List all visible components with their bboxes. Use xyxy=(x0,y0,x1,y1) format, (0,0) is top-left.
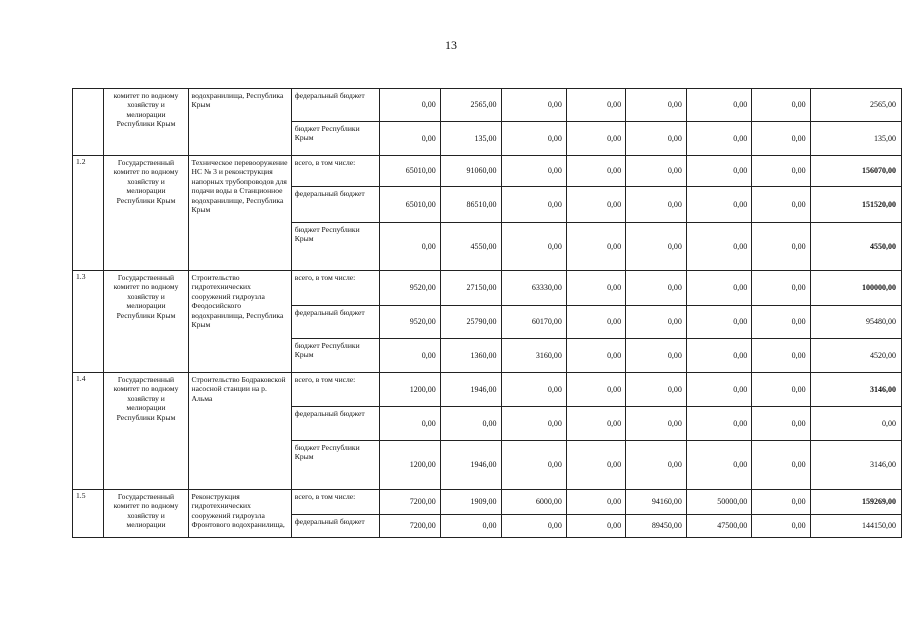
value-cell: 0,00 xyxy=(566,89,625,122)
total-cell: 0,00 xyxy=(810,407,901,441)
value-cell: 0,00 xyxy=(440,515,501,538)
value-cell: 0,00 xyxy=(566,441,625,490)
value-cell: 94160,00 xyxy=(626,490,687,515)
funding-source-cell: федеральный бюджет xyxy=(291,407,379,441)
value-cell: 0,00 xyxy=(566,271,625,306)
value-cell: 0,00 xyxy=(686,271,751,306)
value-cell: 1360,00 xyxy=(440,339,501,373)
value-cell: 0,00 xyxy=(379,89,440,122)
value-cell: 6000,00 xyxy=(501,490,566,515)
value-cell: 91060,00 xyxy=(440,156,501,187)
value-cell: 0,00 xyxy=(501,122,566,156)
executor-cell: Государственный комитет по водному хозяйству и мелиорации xyxy=(104,490,188,538)
total-cell: 159269,00 xyxy=(810,490,901,515)
object-cell: Строительство гидротехнических сооружений гидроузла Феодосийского водохранилища, Республика Крым xyxy=(188,271,291,373)
value-cell: 47500,00 xyxy=(686,515,751,538)
value-cell: 0,00 xyxy=(752,490,810,515)
value-cell: 25790,00 xyxy=(440,306,501,339)
table-row xyxy=(73,490,902,515)
value-cell: 7200,00 xyxy=(379,515,440,538)
value-cell: 0,00 xyxy=(566,373,625,407)
value-cell: 0,00 xyxy=(501,515,566,538)
value-cell: 63330,00 xyxy=(501,271,566,306)
total-cell: 4550,00 xyxy=(810,223,901,271)
value-cell: 0,00 xyxy=(626,156,687,187)
funding-source-cell: всего, в том числе: xyxy=(291,373,379,407)
value-cell: 0,00 xyxy=(626,89,687,122)
value-cell: 0,00 xyxy=(566,156,625,187)
object-cell: Реконструкция гидротехнических сооружений гидроузла Фронтового водохранилища, xyxy=(188,490,291,538)
total-cell: 3146,00 xyxy=(810,373,901,407)
value-cell: 1909,00 xyxy=(440,490,501,515)
total-cell: 100000,00 xyxy=(810,271,901,306)
value-cell: 0,00 xyxy=(686,187,751,223)
value-cell: 0,00 xyxy=(566,490,625,515)
value-cell: 0,00 xyxy=(566,407,625,441)
value-cell: 0,00 xyxy=(686,373,751,407)
value-cell: 0,00 xyxy=(626,373,687,407)
value-cell: 0,00 xyxy=(379,223,440,271)
executor-cell: комитет по водному хозяйству и мелиорации Республики Крым xyxy=(104,89,188,156)
item-number: 1.5 xyxy=(73,490,104,538)
value-cell: 0,00 xyxy=(752,407,810,441)
budget-table xyxy=(72,88,902,538)
value-cell: 0,00 xyxy=(501,187,566,223)
table-row xyxy=(73,373,902,407)
value-cell: 60170,00 xyxy=(501,306,566,339)
value-cell: 1200,00 xyxy=(379,441,440,490)
value-cell: 1946,00 xyxy=(440,373,501,407)
value-cell: 0,00 xyxy=(686,407,751,441)
item-number xyxy=(73,89,104,156)
value-cell: 0,00 xyxy=(566,223,625,271)
funding-source-cell: федеральный бюджет xyxy=(291,187,379,223)
funding-source-cell: всего, в том числе: xyxy=(291,271,379,306)
value-cell: 0,00 xyxy=(566,306,625,339)
object-cell: водохранилища, Республика Крым xyxy=(188,89,291,156)
object-cell: Техническое перевооружение НС № 3 и реконструкция напорных трубопроводов для подачи воды в Станционное водохранилище, Республика Крым xyxy=(188,156,291,271)
funding-source-cell: бюджет Республики Крым xyxy=(291,441,379,490)
value-cell: 0,00 xyxy=(626,271,687,306)
value-cell: 0,00 xyxy=(686,339,751,373)
value-cell: 0,00 xyxy=(752,515,810,538)
value-cell: 0,00 xyxy=(379,122,440,156)
value-cell: 0,00 xyxy=(686,306,751,339)
value-cell: 0,00 xyxy=(501,89,566,122)
value-cell: 89450,00 xyxy=(626,515,687,538)
value-cell: 0,00 xyxy=(501,223,566,271)
funding-source-cell: всего, в том числе: xyxy=(291,156,379,187)
value-cell: 0,00 xyxy=(752,339,810,373)
page-number: 13 xyxy=(445,38,457,52)
value-cell: 3160,00 xyxy=(501,339,566,373)
value-cell: 0,00 xyxy=(626,122,687,156)
value-cell: 0,00 xyxy=(752,373,810,407)
funding-source-cell: бюджет Республики Крым xyxy=(291,223,379,271)
value-cell: 0,00 xyxy=(686,223,751,271)
total-cell: 156070,00 xyxy=(810,156,901,187)
value-cell: 0,00 xyxy=(566,515,625,538)
item-number: 1.3 xyxy=(73,271,104,373)
value-cell: 0,00 xyxy=(626,441,687,490)
value-cell: 0,00 xyxy=(686,441,751,490)
value-cell: 0,00 xyxy=(379,407,440,441)
object-cell: Строительство Бодраковской насосной станции на р. Альма xyxy=(188,373,291,490)
value-cell: 1200,00 xyxy=(379,373,440,407)
executor-cell: Государственный комитет по водному хозяйству и мелиорации Республики Крым xyxy=(104,271,188,373)
value-cell: 0,00 xyxy=(752,441,810,490)
value-cell: 0,00 xyxy=(501,156,566,187)
table-row xyxy=(73,89,902,122)
funding-source-cell: федеральный бюджет xyxy=(291,306,379,339)
value-cell: 0,00 xyxy=(686,156,751,187)
value-cell: 9520,00 xyxy=(379,306,440,339)
total-cell: 151520,00 xyxy=(810,187,901,223)
table-row xyxy=(73,271,902,306)
value-cell: 0,00 xyxy=(566,187,625,223)
value-cell: 0,00 xyxy=(686,89,751,122)
funding-source-cell: федеральный бюджет xyxy=(291,89,379,122)
value-cell: 0,00 xyxy=(379,339,440,373)
value-cell: 0,00 xyxy=(752,306,810,339)
executor-cell: Государственный комитет по водному хозяйству и мелиорации Республики Крым xyxy=(104,373,188,490)
value-cell: 7200,00 xyxy=(379,490,440,515)
value-cell: 0,00 xyxy=(752,122,810,156)
table-row xyxy=(73,156,902,187)
value-cell: 0,00 xyxy=(626,187,687,223)
value-cell: 0,00 xyxy=(626,223,687,271)
value-cell: 0,00 xyxy=(501,373,566,407)
total-cell: 135,00 xyxy=(810,122,901,156)
funding-source-cell: бюджет Республики Крым xyxy=(291,122,379,156)
funding-source-cell: бюджет Республики Крым xyxy=(291,339,379,373)
value-cell: 0,00 xyxy=(566,122,625,156)
value-cell: 0,00 xyxy=(501,407,566,441)
value-cell: 0,00 xyxy=(752,156,810,187)
total-cell: 4520,00 xyxy=(810,339,901,373)
total-cell: 95480,00 xyxy=(810,306,901,339)
funding-source-cell: всего, в том числе: xyxy=(291,490,379,515)
total-cell: 2565,00 xyxy=(810,89,901,122)
item-number: 1.4 xyxy=(73,373,104,490)
value-cell: 0,00 xyxy=(626,306,687,339)
value-cell: 9520,00 xyxy=(379,271,440,306)
value-cell: 0,00 xyxy=(626,339,687,373)
value-cell: 4550,00 xyxy=(440,223,501,271)
value-cell: 0,00 xyxy=(501,441,566,490)
value-cell: 0,00 xyxy=(752,89,810,122)
value-cell: 0,00 xyxy=(626,407,687,441)
value-cell: 2565,00 xyxy=(440,89,501,122)
value-cell: 0,00 xyxy=(752,187,810,223)
item-number: 1.2 xyxy=(73,156,104,271)
value-cell: 86510,00 xyxy=(440,187,501,223)
value-cell: 0,00 xyxy=(440,407,501,441)
value-cell: 135,00 xyxy=(440,122,501,156)
total-cell: 3146,00 xyxy=(810,441,901,490)
value-cell: 27150,00 xyxy=(440,271,501,306)
funding-source-cell: федеральный бюджет xyxy=(291,515,379,538)
value-cell: 65010,00 xyxy=(379,187,440,223)
value-cell: 1946,00 xyxy=(440,441,501,490)
value-cell: 0,00 xyxy=(752,271,810,306)
value-cell: 50000,00 xyxy=(686,490,751,515)
executor-cell: Государственный комитет по водному хозяйству и мелиорации Республики Крым xyxy=(104,156,188,271)
value-cell: 65010,00 xyxy=(379,156,440,187)
value-cell: 0,00 xyxy=(566,339,625,373)
total-cell: 144150,00 xyxy=(810,515,901,538)
value-cell: 0,00 xyxy=(686,122,751,156)
value-cell: 0,00 xyxy=(752,223,810,271)
